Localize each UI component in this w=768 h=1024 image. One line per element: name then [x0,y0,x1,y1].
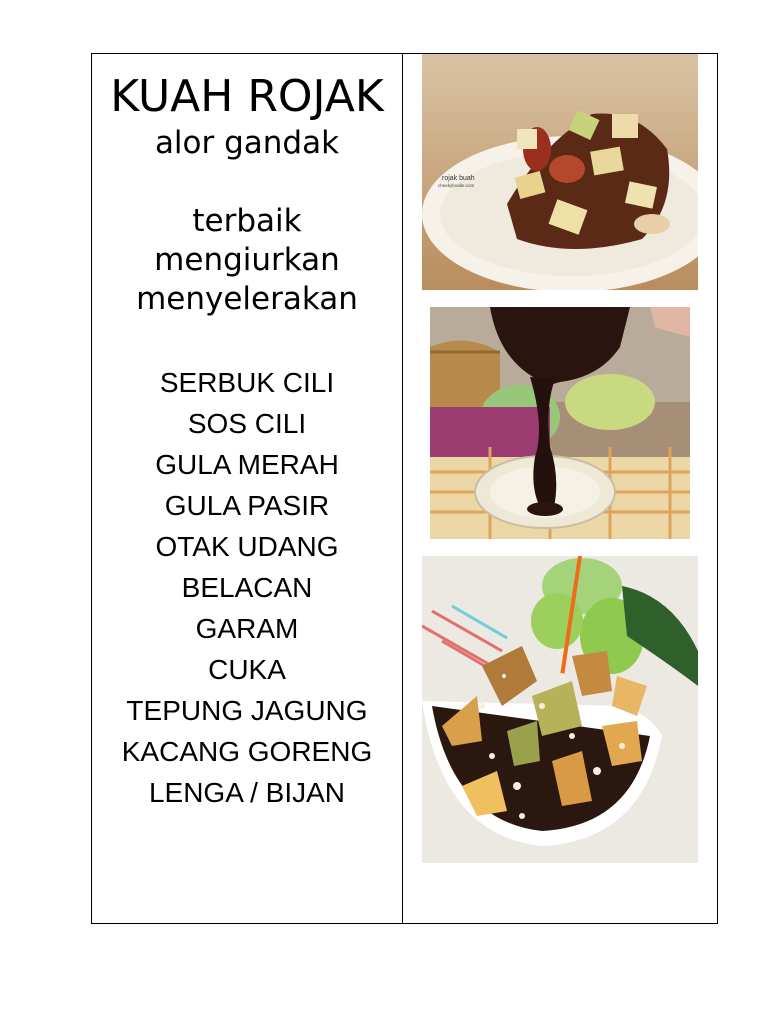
ingredient-list [92,362,402,813]
tagline: mengiurkan [154,242,340,278]
ingredient-item: SOS CILI [187,408,307,439]
rojak-plate-photo [422,54,698,290]
sauce-pouring-photo [430,307,690,539]
ingredient-item: SERBUK CILI [159,367,335,398]
ingredient-item: GULA MERAH [155,449,339,480]
column-divider [402,54,403,923]
subtitle: alor gandak [154,125,340,161]
rojak-bowl-photo [422,556,698,863]
ingredient-item: CUKA [208,654,286,685]
text-column [92,54,402,923]
ingredient-item: LENGA / BIJAN [148,777,346,808]
ingredient-item: TEPUNG JAGUNG [126,695,368,726]
ingredient-item: KACANG GORENG [121,736,373,767]
photo-caption: rojak buah [442,175,475,182]
photo-subcaption: cheekyfoodie.com [438,183,475,188]
page-title: KUAH ROJAK [110,71,384,122]
tagline: menyelerakan [136,281,358,317]
ingredient-item: OTAK UDANG [155,531,339,562]
ingredient-item: BELACAN [181,572,313,603]
tagline-list [92,202,402,319]
ingredient-item: GULA PASIR [164,490,330,521]
content-table [91,53,718,924]
tagline: terbaik [192,203,302,239]
ingredient-item: GARAM [195,613,299,644]
